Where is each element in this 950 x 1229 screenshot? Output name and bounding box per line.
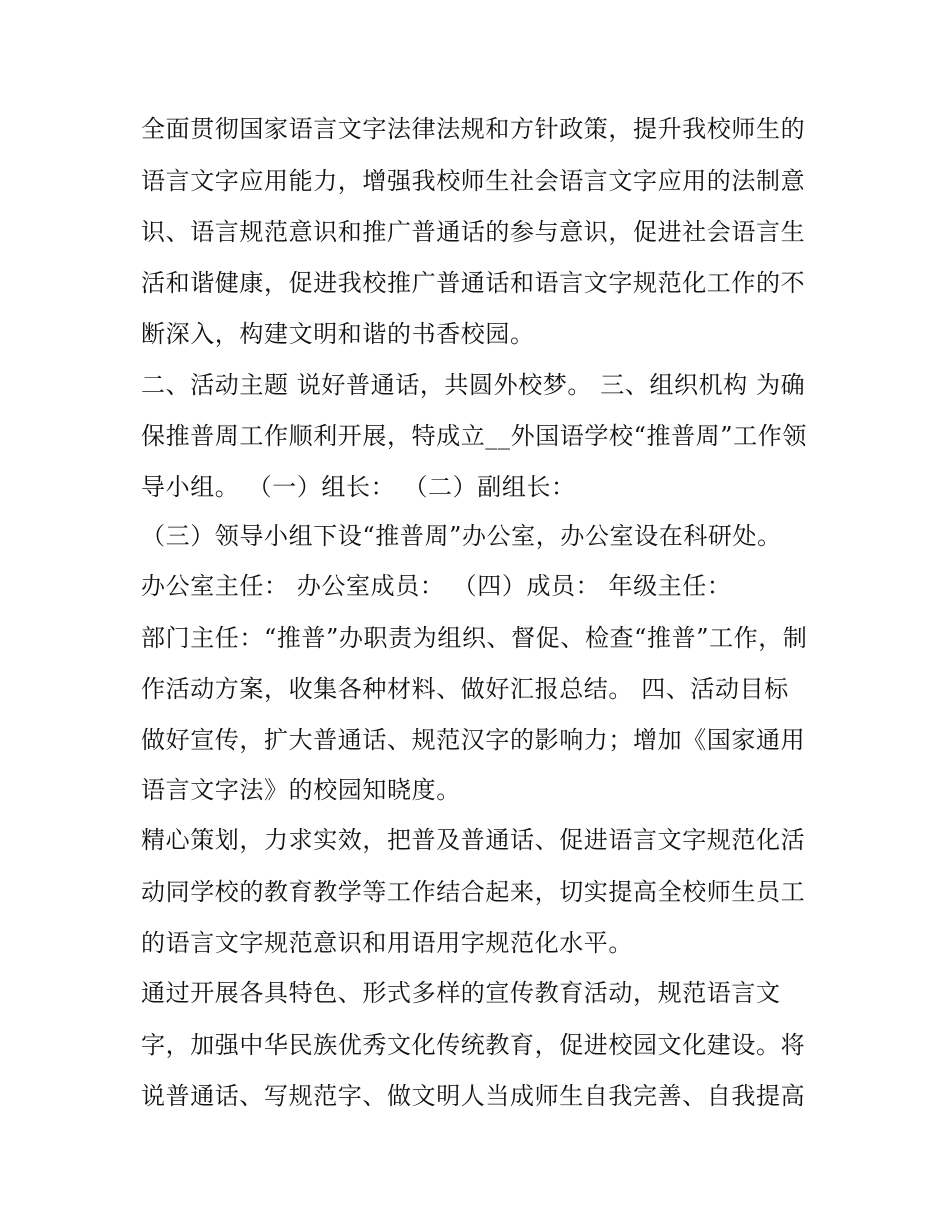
text-line: 作活动方案，收集各种材料、做好汇报总结。 四、活动目标 xyxy=(141,675,789,703)
text-line: 说普通话、写规范字、做文明人当成师生自我完善、自我提高 xyxy=(141,1082,806,1110)
text-line: 字，加强中华民族优秀文化传统教育，促进校园文化建设。将 xyxy=(141,1031,806,1059)
text-line: 通过开展各具特色、形式多样的宣传教育活动，规范语言文 xyxy=(141,979,781,1007)
text-line: 办公室主任： 办公室成员： （四）成员： 年级主任： xyxy=(141,572,732,600)
text-line: 识、语言规范意识和推广普通话的参与意识，促进社会语言生 xyxy=(141,218,806,246)
text-line: 全面贯彻国家语言文字法律法规和方针政策，提升我校师生的 xyxy=(141,115,806,143)
text-line: 活和谐健康，促进我校推广普通话和语言文字规范化工作的不 xyxy=(141,269,806,297)
text-line: 语言文字应用能力，增强我校师生社会语言文字应用的法制意 xyxy=(141,167,806,195)
text-line: 动同学校的教育教学等工作结合起来，切实提高全校师生员工 xyxy=(141,878,806,906)
text-line: 的语言文字规范意识和用语用字规范化水平。 xyxy=(141,929,633,957)
text-line: 精心策划，力求实效，把普及普通话、促进语言文字规范化活 xyxy=(141,826,806,854)
text-line: 二、活动主题 说好普通话，共圆外校梦。 三、组织机构 为确 xyxy=(141,371,806,399)
text-line: （三）领导小组下设“推普周”办公室，办公室设在科研处。 xyxy=(141,522,782,550)
text-line: 断深入，构建文明和谐的书香校园。 xyxy=(141,320,535,348)
text-line: 导小组。 （一）组长： （二）副组长： xyxy=(141,473,576,501)
text-line: 部门主任：“推普”办职责为组织、督促、检查“推普”工作，制 xyxy=(141,624,808,652)
text-line: 保推普周工作顺利开展，特成立__外国语学校“推普周”工作领 xyxy=(141,422,807,450)
text-line: 做好宣传，扩大普通话、规范汉字的影响力；增加《国家通用 xyxy=(141,726,806,754)
text-line: 语言文字法》的校园知晓度。 xyxy=(141,776,461,804)
